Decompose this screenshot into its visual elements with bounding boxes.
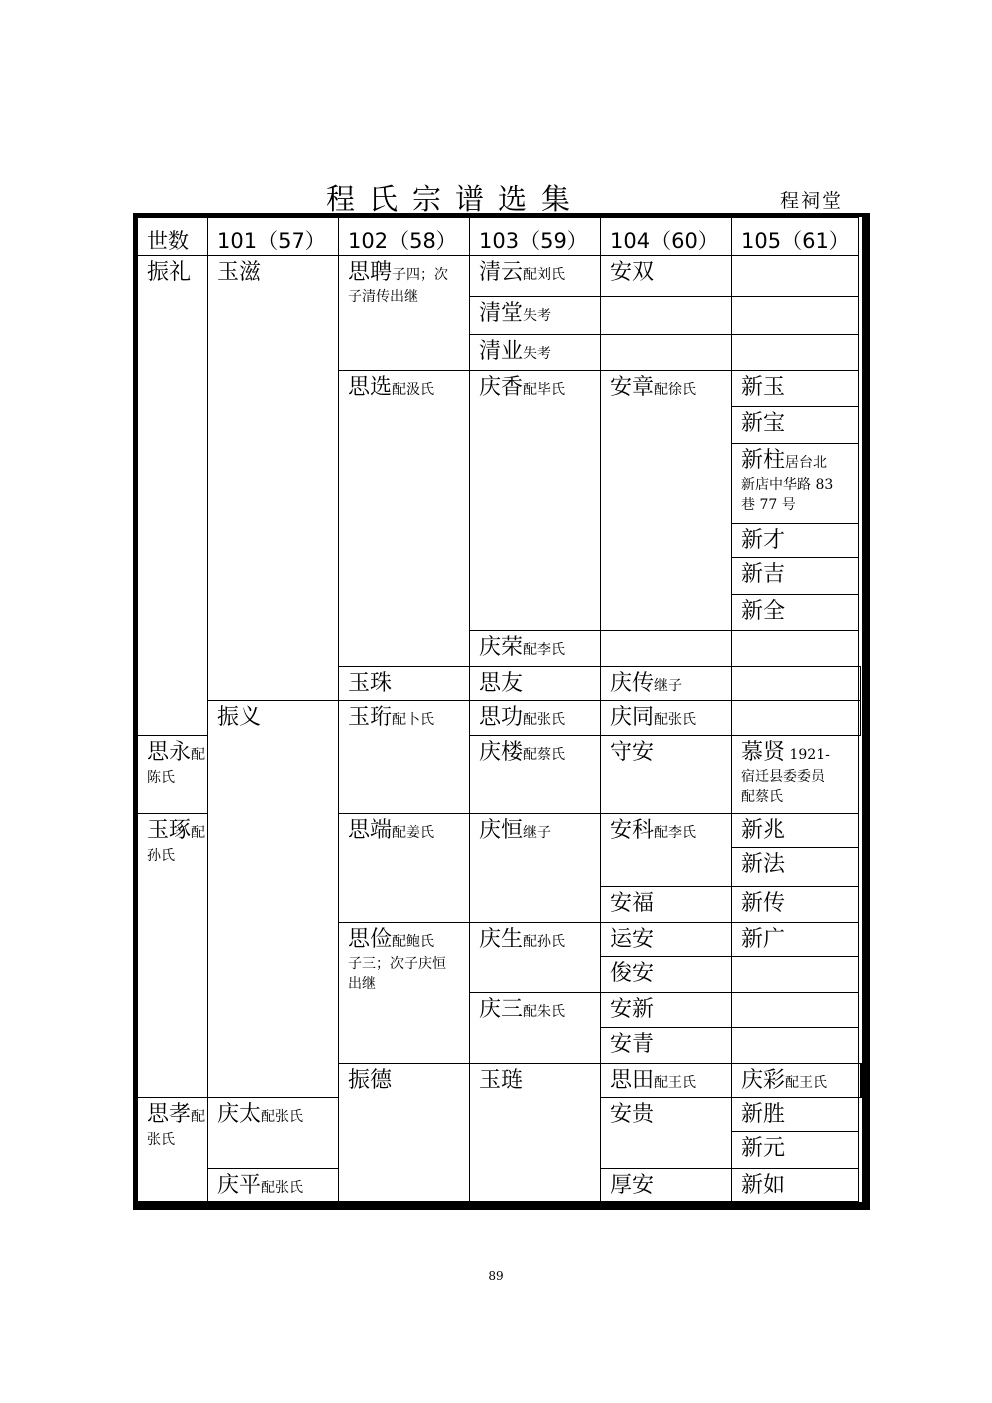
- xin-cell: [732, 1132, 859, 1168]
- yu-name: 玉珠: [348, 670, 393, 696]
- xin-cell: [732, 594, 859, 630]
- qing-cell: [208, 1168, 339, 1201]
- an-name: 安科: [610, 817, 655, 843]
- zhen-name: 振义: [217, 704, 262, 730]
- an-name: 守安: [610, 738, 655, 764]
- qing-cell: [470, 735, 601, 814]
- an-note: 配徐氏: [654, 382, 697, 399]
- xin-cell: [732, 443, 859, 524]
- header-generation: 世数: [138, 218, 208, 256]
- xin-name: 新兆: [741, 817, 786, 843]
- qing-name: 清业: [479, 337, 524, 363]
- xin-cell: [732, 814, 859, 848]
- qing-note: 配张氏: [654, 712, 697, 729]
- header-gen-103: 103（59）: [470, 218, 601, 256]
- xin-note: 新店中华路 83: [741, 476, 834, 493]
- qing-note: 配刘氏: [523, 267, 566, 284]
- qing-name: 庆恒: [479, 817, 524, 843]
- zhen-cell: [208, 701, 339, 1098]
- si-note: 配张氏: [147, 1109, 206, 1149]
- si-note: 配王氏: [654, 1074, 697, 1091]
- qing-name: 庆香: [479, 374, 524, 400]
- si-cell: [339, 814, 470, 923]
- xin-cell: [732, 1168, 859, 1201]
- xin-name: 新如: [741, 1171, 786, 1197]
- an-name: 安新: [610, 996, 655, 1022]
- qing-note: 失考: [523, 345, 552, 362]
- an-cell: [601, 1098, 732, 1168]
- qing-note: 配蔡氏: [523, 746, 566, 763]
- qing-cell: [470, 993, 601, 1063]
- si-cell: [339, 256, 470, 371]
- xin-cell: [732, 371, 859, 407]
- xin-name: 新全: [741, 597, 786, 623]
- xin-cell: [859, 667, 861, 701]
- an-cell: [601, 334, 732, 370]
- si-note: 子清传出继: [348, 289, 418, 306]
- xin-cell: [732, 886, 859, 922]
- si-cell: [138, 735, 208, 814]
- qing-cell: [470, 814, 601, 923]
- xin-cell: [732, 1027, 859, 1063]
- xin-name: 新玉: [741, 374, 786, 400]
- si-note: 配陈氏: [147, 746, 206, 786]
- qing-name: 庆荣: [479, 633, 524, 659]
- qing-cell: [601, 667, 732, 701]
- xin-cell: [732, 524, 859, 558]
- si-name: 思友: [479, 670, 524, 696]
- an-cell: [601, 814, 732, 887]
- an-cell: [601, 1027, 732, 1063]
- qing-note: 配张氏: [261, 1109, 304, 1126]
- xin-cell: [732, 848, 859, 886]
- xin-name: 新柱: [741, 446, 786, 472]
- xin-cell: [732, 993, 859, 1027]
- qing-name: 庆传: [610, 670, 655, 696]
- si-note: 配鲍氏: [392, 933, 435, 950]
- qing-cell: [601, 701, 732, 735]
- an-cell: [601, 256, 732, 296]
- an-cell: [601, 371, 732, 631]
- xin-name: 新传: [741, 889, 786, 915]
- qing-name: 庆楼: [479, 738, 524, 764]
- yu-cell: [208, 256, 339, 701]
- xin-note: 巷 77 号: [741, 496, 796, 513]
- si-name: 思俭: [348, 925, 393, 951]
- an-name: 厚安: [610, 1171, 655, 1197]
- genealogy-table-frame: [133, 213, 870, 1210]
- qing-note: 配朱氏: [523, 1004, 566, 1021]
- xin-note: 居台北: [785, 454, 828, 471]
- qing-cell: [470, 630, 601, 666]
- qing-note: 配孙氏: [523, 933, 566, 950]
- yu-note: 配卜氏: [392, 712, 435, 729]
- qing-name: 清堂: [479, 299, 524, 325]
- yu-cell: [339, 667, 470, 701]
- an-cell: [601, 296, 732, 334]
- xin-cell: [860, 1063, 862, 1097]
- zhen-name: 振礼: [147, 259, 192, 285]
- qing-name: 庆同: [610, 704, 655, 730]
- xin-cell: [732, 558, 859, 594]
- qing-note: 配张氏: [261, 1179, 304, 1196]
- yu-name: 玉滋: [217, 259, 262, 285]
- zhen-cell: [138, 256, 208, 735]
- an-name: 安章: [610, 374, 655, 400]
- si-note: 配姜氏: [392, 825, 435, 842]
- si-name: 思选: [348, 374, 393, 400]
- ancestral-hall-label: 程祠堂: [780, 190, 844, 212]
- qing-name: 庆彩: [741, 1066, 786, 1092]
- an-name: 运安: [610, 925, 655, 951]
- an-name: 安福: [610, 889, 655, 915]
- xin-name: 新广: [741, 925, 786, 951]
- xin-cell: [732, 735, 859, 814]
- page-title: 程氏宗谱选集: [326, 182, 585, 216]
- xin-cell: [732, 630, 859, 666]
- an-cell: [601, 957, 732, 993]
- si-note: 子三；次子庆恒: [348, 955, 446, 972]
- xin-cell: [732, 334, 859, 370]
- yu-note: 配孙氏: [147, 825, 206, 865]
- yu-name: 玉珩: [348, 704, 393, 730]
- zhen-name: 振德: [348, 1066, 393, 1092]
- an-name: 安贵: [610, 1101, 655, 1127]
- xin-name: 新元: [741, 1135, 786, 1161]
- qing-note: 失考: [523, 307, 552, 324]
- si-name: 思永: [147, 738, 192, 764]
- qing-name: 庆生: [479, 925, 524, 951]
- si-name: 思聘: [348, 259, 393, 285]
- an-cell: [601, 993, 732, 1027]
- si-cell: [470, 667, 601, 701]
- genealogy-table: [137, 217, 862, 1202]
- xin-cell: [732, 256, 859, 296]
- xin-cell: [732, 957, 859, 993]
- si-cell: [138, 1098, 208, 1202]
- xin-name: 新吉: [741, 561, 786, 587]
- qing-note: 继子: [654, 678, 683, 695]
- xin-note: 1921-: [785, 746, 830, 763]
- si-note: 配张氏: [523, 712, 566, 729]
- xin-note: 宿迁县委委员: [741, 768, 825, 785]
- qing-note: 配王氏: [785, 1074, 828, 1091]
- xin-cell: [732, 1098, 859, 1132]
- si-name: 思田: [610, 1066, 655, 1092]
- xin-name: 慕贤: [741, 738, 786, 764]
- an-cell: [732, 701, 859, 735]
- qing-cell: [470, 256, 601, 296]
- page-number: 89: [488, 1269, 504, 1283]
- xin-note: 配蔡氏: [741, 788, 783, 805]
- header-gen-101: 101（57）: [208, 218, 339, 256]
- an-name: 安双: [610, 259, 655, 285]
- xin-name: 新才: [741, 527, 786, 553]
- yu-cell: [138, 814, 208, 1098]
- qing-note: 配毕氏: [523, 382, 566, 399]
- xin-name: 新胜: [741, 1101, 786, 1127]
- qing-note: 配李氏: [523, 641, 566, 658]
- si-name: 思孝: [147, 1101, 192, 1127]
- an-cell: [601, 886, 732, 922]
- xin-cell: [732, 922, 859, 956]
- si-note: 出继: [348, 975, 376, 992]
- qing-cell: [470, 334, 601, 370]
- si-cell: [339, 371, 470, 667]
- yu-name: 玉琏: [479, 1066, 524, 1092]
- an-cell: [601, 922, 732, 956]
- yu-cell: [470, 1063, 601, 1201]
- header-gen-102: 102（58）: [339, 218, 470, 256]
- si-cell: [601, 1063, 732, 1097]
- xin-cell: [732, 296, 859, 334]
- an-cell: [601, 1168, 732, 1201]
- si-note: 配汲氏: [392, 382, 435, 399]
- header-gen-105: 105（61）: [732, 218, 859, 256]
- an-name: 安青: [610, 1030, 655, 1056]
- qing-cell: [470, 296, 601, 334]
- xin-name: 新法: [741, 851, 786, 877]
- an-cell: [601, 735, 732, 814]
- xin-name: 新宝: [741, 410, 786, 436]
- header-row: [138, 218, 862, 256]
- header-gen-104: 104（60）: [601, 218, 732, 256]
- yu-name: 玉琢: [147, 817, 192, 843]
- qing-name: 清云: [479, 259, 524, 285]
- qing-name: 庆三: [479, 996, 524, 1022]
- an-name: 俊安: [610, 960, 655, 986]
- zhen-cell: [339, 1063, 470, 1201]
- qing-name: 庆太: [217, 1101, 262, 1127]
- qing-cell: [208, 1098, 339, 1168]
- si-cell: [470, 701, 601, 735]
- yu-cell: [339, 701, 470, 814]
- qing-cell: [732, 1063, 859, 1097]
- qing-name: 庆平: [217, 1171, 262, 1197]
- an-note: 配李氏: [654, 825, 697, 842]
- si-note: 子四；次: [392, 267, 449, 284]
- an-cell: [732, 667, 859, 701]
- qing-cell: [470, 922, 601, 992]
- si-name: 思功: [479, 704, 524, 730]
- qing-cell: [470, 371, 601, 631]
- xin-cell: [859, 701, 861, 735]
- xin-cell: [732, 407, 859, 443]
- an-cell: [601, 630, 732, 666]
- si-cell: [339, 922, 470, 1063]
- qing-note: 继子: [523, 825, 552, 842]
- si-name: 思端: [348, 817, 393, 843]
